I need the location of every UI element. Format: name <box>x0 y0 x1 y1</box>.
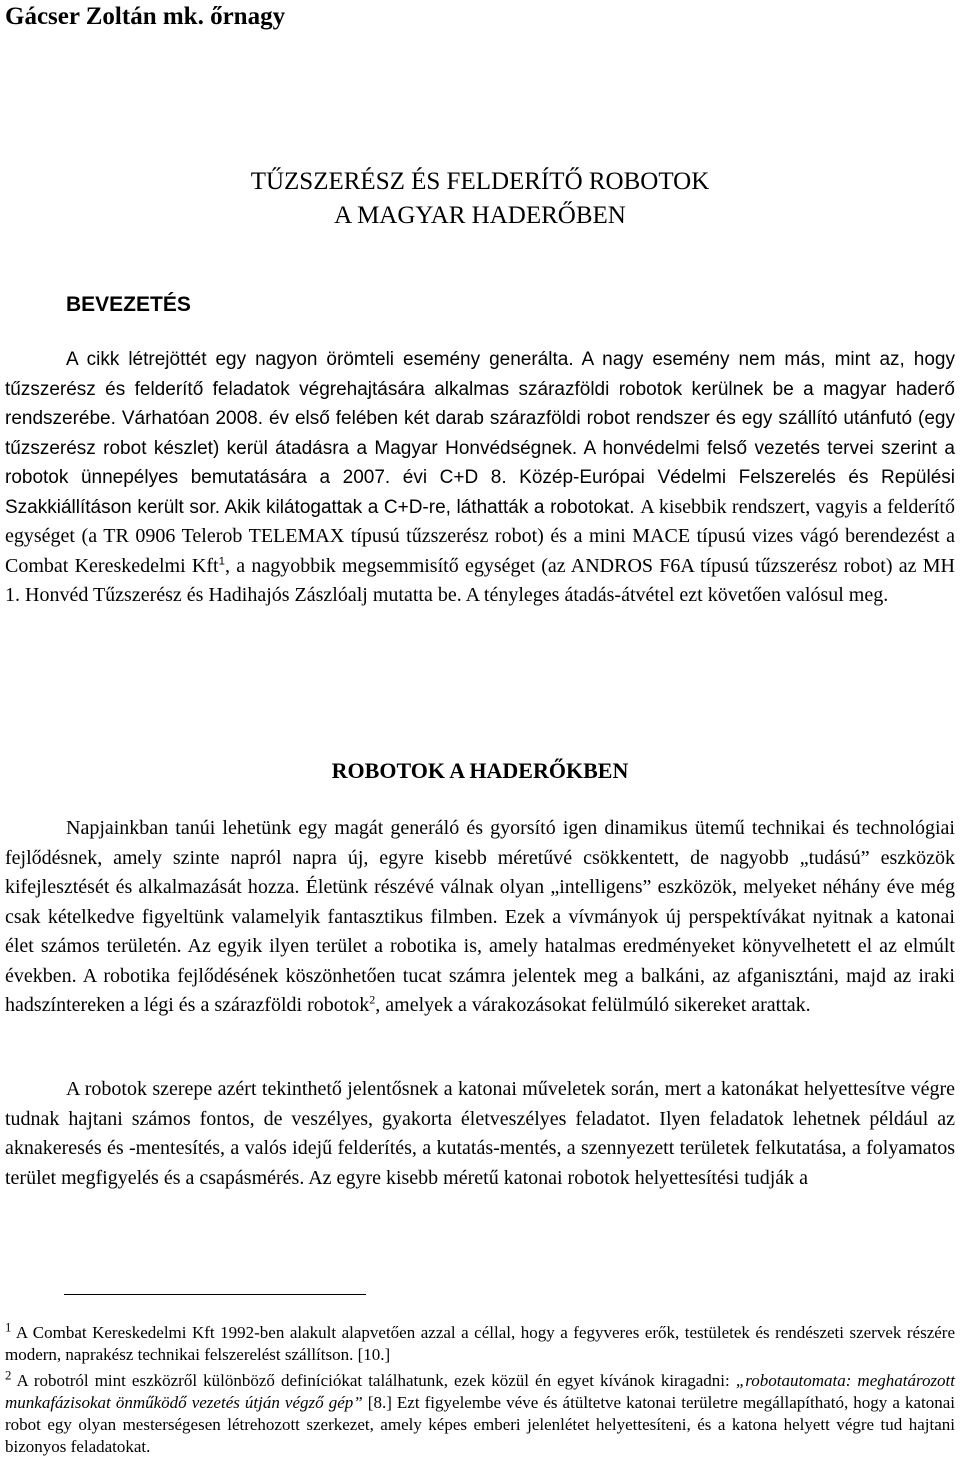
intro-heading: BEVEZETÉS <box>66 293 191 316</box>
footnote-1-text: A Combat Kereskedelmi Kft 1992-ben alakult alapvetően azzal a céllal, hogy a fegyveres erők, testületek és rendészeti szervek részére modern, naprakész technikai felszerelést szállítson. [10.] <box>5 1323 955 1364</box>
footnote-2-number: 2 <box>5 1368 12 1383</box>
footnote-ref-2[interactable]: 2 <box>369 992 376 1007</box>
intro-paragraph <box>5 345 955 611</box>
section-paragraph-1 <box>5 814 955 1021</box>
intro-text-b: A kisebbik rendszert, vagyis a felderítő egységet (a TR 0906 Telerob TELEMAX típusú tűzszerész robot) és a mini MACE típusú vizes vágó berendezést a Combat Kereskedelmi Kft <box>5 495 955 577</box>
article-title <box>0 165 960 233</box>
footnote-2 <box>5 1370 955 1458</box>
article-title-line-1: TŰZSZERÉSZ ÉS FELDERÍTŐ ROBOTOK <box>250 168 710 195</box>
footnote-2-definition: „robotautomata: meghatározott munkafázisokat önműködő vezetés útján végző gép” <box>5 1371 956 1412</box>
section-p1-text-b: , amelyek a várakozásokat felülmúló sikereket arattak. <box>375 994 811 1016</box>
article-title-line-2: A MAGYAR HADERŐBEN <box>334 202 626 229</box>
section-paragraph-2: A robotok szerepe azért tekinthető jelentősnek a katonai műveletek során, mert a katonákat helyettesítve végre tudnak hajtani számos fontos, de veszélyes, gyakorta életveszélyes feladatot. Ilyen feladatok lehetnek például az aknakeresés és -mentesítés, a valós idejű felderítés, a kutatás-mentés, a szennyezett területek felkutatása, a folyamatos terület megfigyelés és a csapásmérés. Az egyre kisebb méretű katonai robotok helyettesítési tudják a <box>5 1078 955 1189</box>
footnote-2-text-b: [8.] Ezt figyelembe véve és átültetve katonai területre megállapítható, hogy a katonai robot egy olyan mesterségesen létrehozott szerkezet, amely képes emberi jelenlétet helyettesíteni, és a katona helyett végre tud hajtani bizonyos feladatokat. <box>5 1393 955 1456</box>
intro-text-c: , a nagyobbik megsemmisítő egységet (az ANDROS F6A típusú tűzszerész robot) az MH 1. Honvéd Tűzszerész és Hadihajós Zászlóalj mutatta be. A tényleges átadás-átvétel ezt követően valósul meg. <box>5 554 955 606</box>
section-p1-text-a: Napjainkban tanúi lehetünk egy magát generáló és gyorsító igen dinamikus ütemű technikai és technológiai fejlődésnek, amely szinte napról napra új, egyre kisebb méretűvé csökkentett, de nagyobb „tudású” eszközök kifejlesztését és alkalmazását hozza. Életünk részévé válnak olyan „intelligens” eszközök, melyeket néhány éve még csak kételkedve figyeltünk valamelyik fantasztikus filmben. Ezek a vívmányok új perspektívákat nyitnak a katonai élet számos területén. Az egyik ilyen terület a robotika is, amely hatalmas eredményeket könyvelhetett el az elmúlt években. A robotika fejlődésének köszönhetően tucat számra jelentek meg a balkáni, az afganisztáni, majd az iraki hadszíntereken a légi és a szárazföldi robotok <box>5 817 955 1016</box>
author-name: Gácser Zoltán mk. őrnagy <box>5 3 286 30</box>
section-heading: ROBOTOK A HADERŐKBEN <box>331 758 629 783</box>
footnote-2-text-a: A robotról mint eszközről különböző definíciókat találhatunk, ezek közül én egyet kívánok kiragadni: <box>11 1371 736 1390</box>
intro-text-a: A cikk létrejöttét egy nagyon örömteli esemény generálta. A nagy esemény nem más, mint az, hogy tűzszerész és felderítő feladatok végrehajtására alkalmas szárazföldi robotok kerülnek be a magyar haderő rendszerébe. Várhatóan 2008. év első felében két darab szárazföldi robot rendszer és egy szállító utánfutó (egy tűzszerész robot készlet) kerül átadásra a Magyar Honvédségnek. A honvédelmi felső vezetés tervei szerint a robotok ünnepélyes bemutatására a 2007. évi C+D 8. Közép-Európai Védelmi Felszerelés és Repülési Szakkiállításon került sor. Akik kilátogattak a C+D-re, láthatták a robotokat. <box>5 349 955 518</box>
footnote-divider <box>64 1294 366 1295</box>
footnote-ref-1[interactable]: 1 <box>218 555 225 568</box>
footnote-1-number: 1 <box>5 1320 12 1335</box>
footnote-1 <box>5 1322 955 1366</box>
